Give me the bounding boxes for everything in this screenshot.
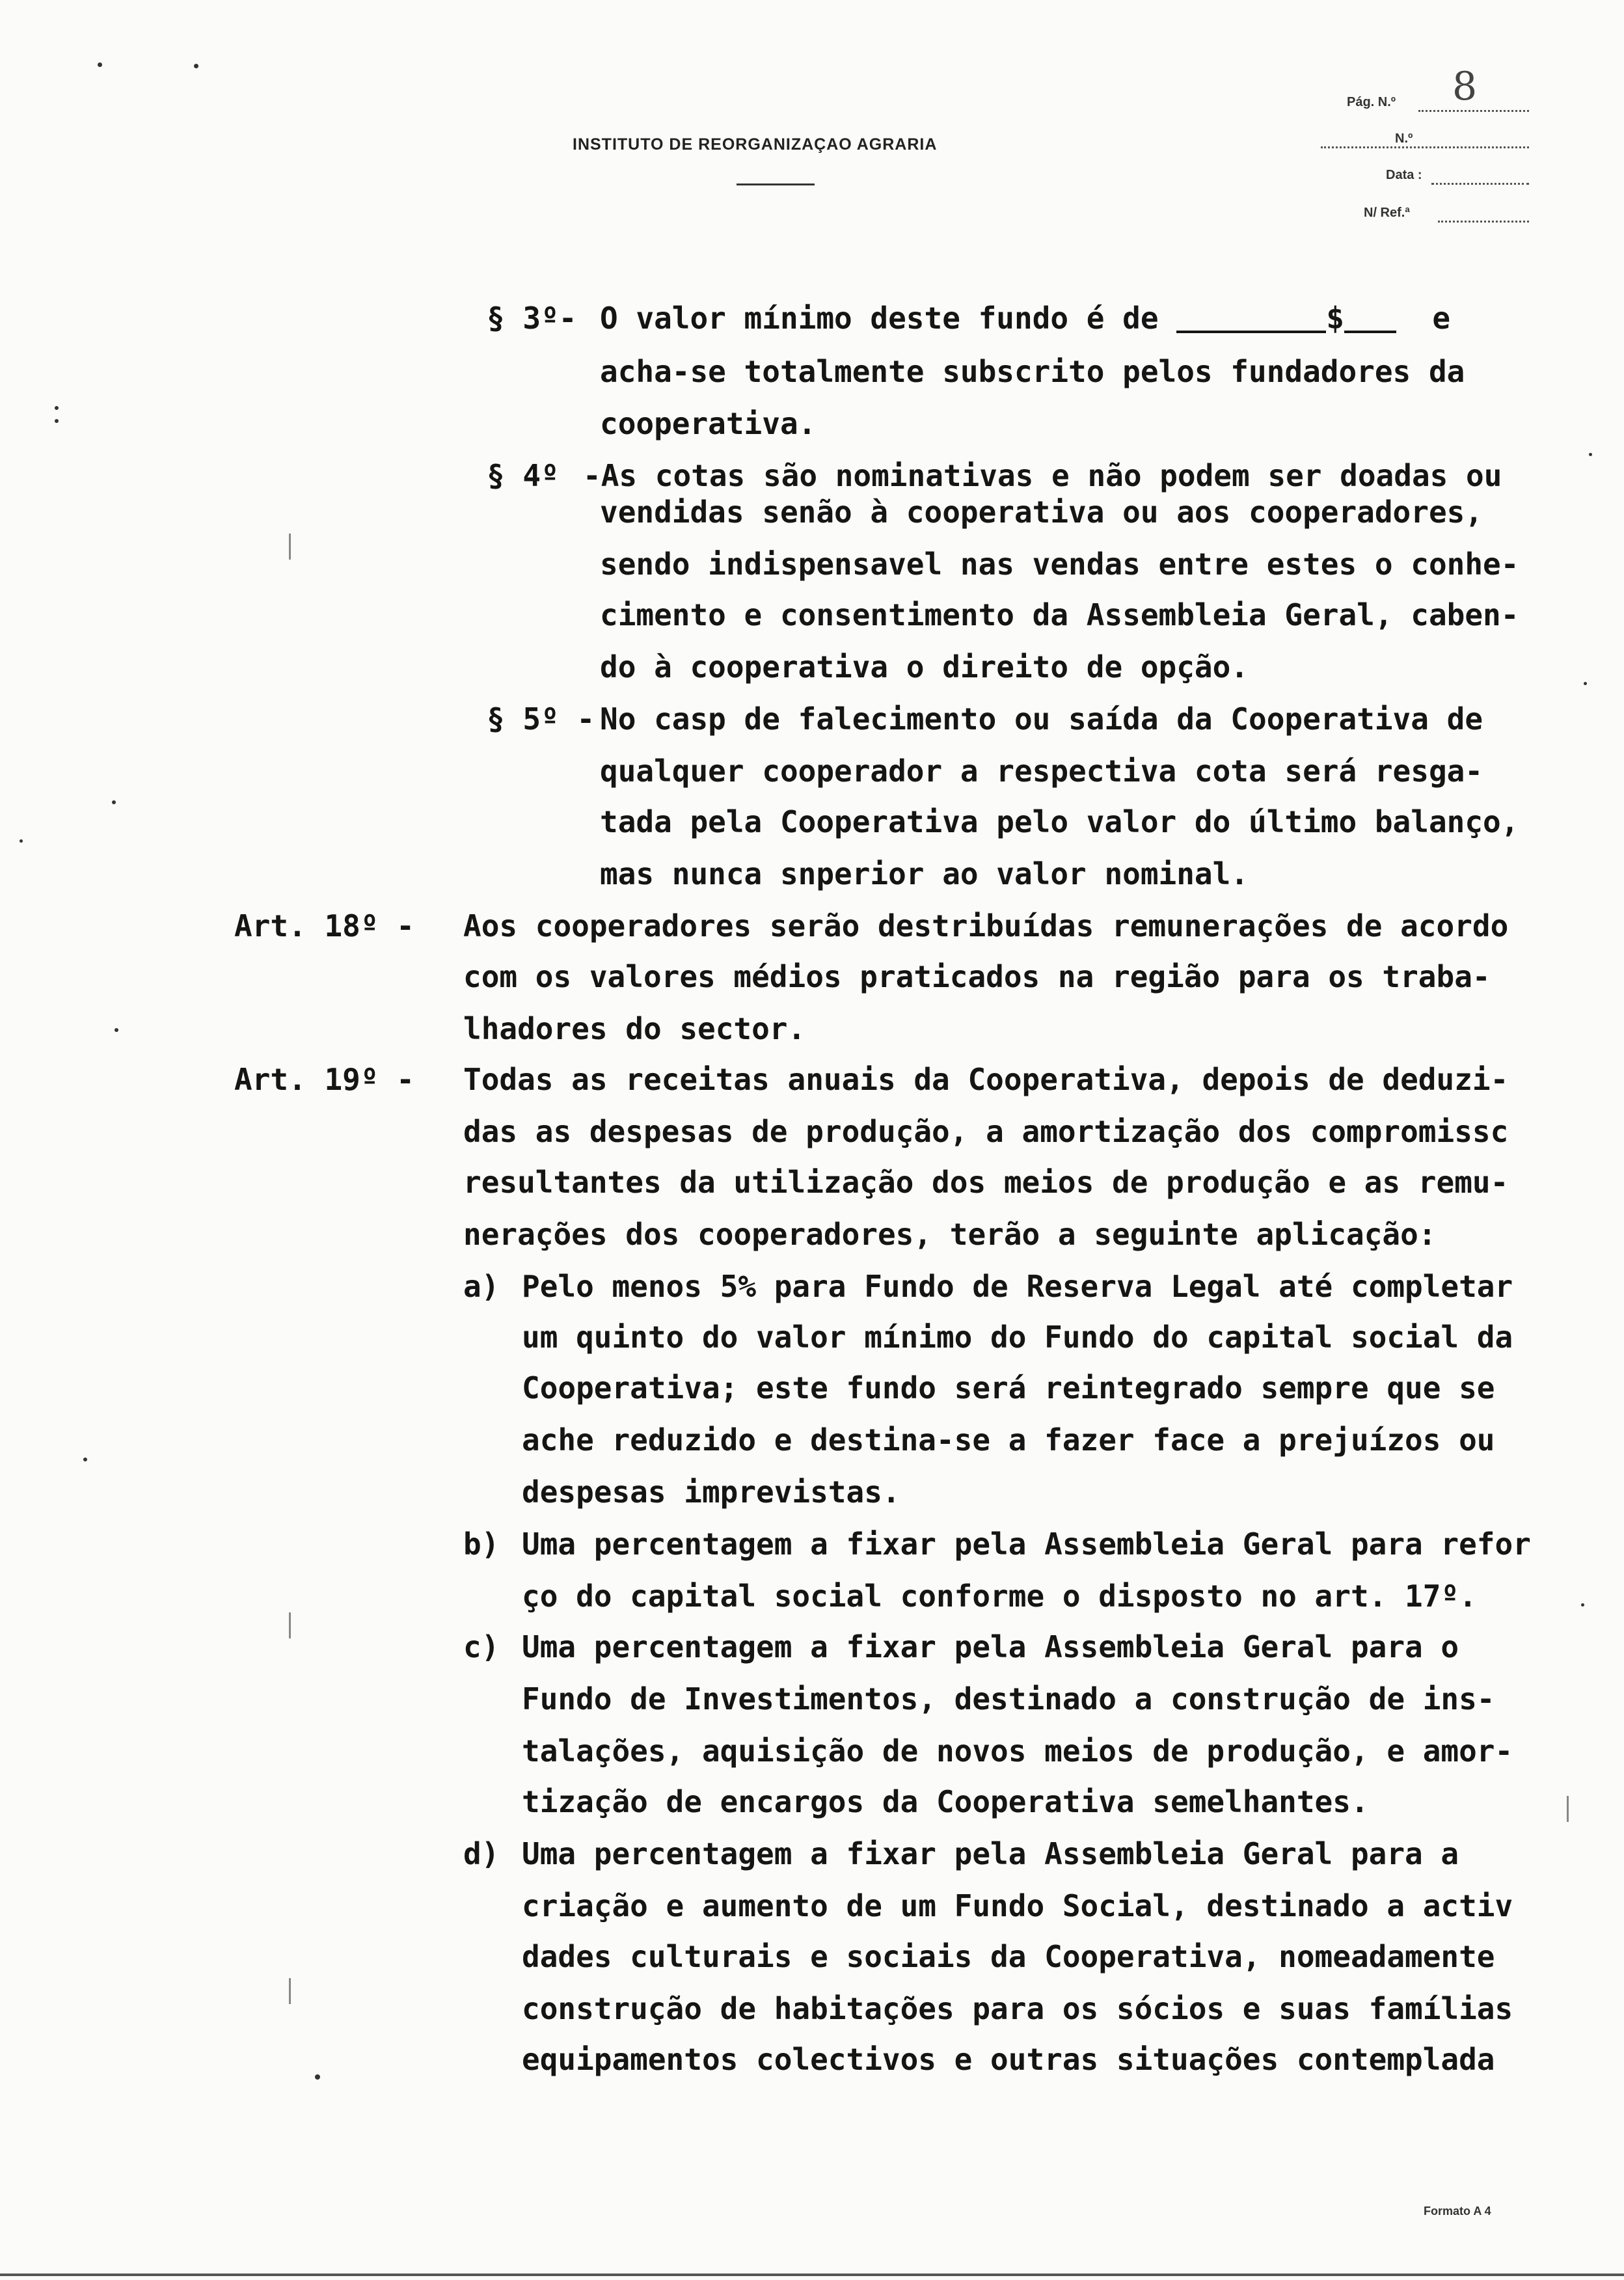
text-line: Aos cooperadores serão destribuídas remunerações de acordo <box>463 908 1509 943</box>
text-line: dades culturais e sociais da Cooperativa, nomeadamente <box>522 1939 1495 1974</box>
text-line: mas nunca snperior ao valor nominal. <box>600 856 1249 891</box>
text-line: -As cotas são nominativas e não podem ser doadas ou <box>583 458 1502 493</box>
text-line: tada pela Cooperativa pelo valor do último balanço, <box>600 804 1519 839</box>
page-number-field <box>1308 64 1529 115</box>
page-number-label: Pág. N.º <box>1347 95 1396 109</box>
date-field <box>1308 164 1529 187</box>
text-line: talações, aquisição de novos meios de produção, e amor- <box>522 1733 1513 1769</box>
text-line: Todas as receitas anuais da Cooperativa, depois de deduzi- <box>463 1062 1509 1097</box>
text-line: tização de encargos da Cooperativa semelhantes. <box>522 1784 1369 1819</box>
item-marker: d) <box>463 1836 500 1871</box>
text-line: Uma percentagem a fixar pela Assembleia Geral para refor <box>522 1527 1531 1562</box>
text-line: com os valores médios praticados na região para os traba- <box>463 959 1491 994</box>
text-line: Pelo menos 5% para Fundo de Reserva Legal até completar <box>522 1269 1513 1304</box>
dotted-line <box>1418 110 1529 112</box>
line-tail: e <box>1432 301 1451 336</box>
text-line: criação e aumento de um Fundo Social, destinado a activ <box>522 1888 1513 1923</box>
dotted-line <box>1321 146 1529 148</box>
institute-title: INSTITUTO DE REORGANIZAÇAO AGRARIA <box>573 135 938 154</box>
scan-speck <box>112 800 116 804</box>
text-line: resultantes da utilização dos meios de produção e as remu- <box>463 1165 1509 1200</box>
text-line: cimento e consentimento da Assembleia Geral, caben- <box>600 597 1519 632</box>
reference-label: N/ Ref.ª <box>1364 206 1410 220</box>
text-line: Fundo de Investimentos, destinado a construção de ins- <box>522 1681 1495 1717</box>
text-line: Cooperativa; este fundo será reintegrado sempre que se <box>522 1370 1495 1405</box>
item-marker: a) <box>463 1269 500 1304</box>
item-marker: c) <box>463 1629 500 1664</box>
scan-speck <box>55 419 59 423</box>
text-line <box>600 301 1451 336</box>
text-line: lhadores do sector. <box>463 1011 806 1046</box>
number-field <box>1308 128 1529 151</box>
title-underline <box>737 183 815 185</box>
dotted-line <box>1438 221 1529 223</box>
text-line: equipamentos colectivos e outras situações contemplada <box>522 2042 1495 2077</box>
text-line: sendo indispensavel nas vendas entre estes o conhe- <box>600 547 1519 582</box>
paper-format-note: Formato A 4 <box>1424 2205 1491 2218</box>
number-label: N.º <box>1392 131 1415 146</box>
text-line: nerações dos cooperadores, terão a seguinte aplicação: <box>463 1217 1437 1252</box>
scan-speck <box>20 839 23 843</box>
scan-speck <box>115 1028 118 1032</box>
text-line: cooperativa. <box>600 406 817 441</box>
currency-sign: $ <box>1326 301 1344 336</box>
blank-field <box>1176 305 1326 333</box>
scan-speck <box>98 62 102 67</box>
scan-speck <box>315 2074 320 2080</box>
scan-speck <box>1584 682 1587 685</box>
text-line: do à cooperativa o direito de opção. <box>600 649 1249 685</box>
text-line: Uma percentagem a fixar pela Assembleia Geral para a <box>522 1836 1459 1871</box>
text-line: qualquer cooperador a respectiva cota será resga- <box>600 753 1483 789</box>
scan-speck <box>83 1458 87 1461</box>
text-line: despesas imprevistas. <box>522 1474 900 1510</box>
text-line: ço do capital social conforme o disposto no art. 17º. <box>522 1579 1477 1614</box>
scan-speck <box>194 64 198 68</box>
scan-speck <box>55 406 59 410</box>
scan-mark <box>289 1612 291 1638</box>
text-line: das as despesas de produção, a amortização dos compromissc <box>463 1114 1509 1149</box>
text-line: acha-se totalmente subscrito pelos fundadores da <box>600 354 1465 389</box>
section-marker: § 4º <box>487 458 559 493</box>
scan-speck <box>1589 453 1592 456</box>
article-label: Art. 18º - <box>234 908 414 943</box>
scan-mark <box>289 1978 291 2004</box>
section-marker: § 5º - <box>487 701 595 737</box>
text-line: vendidas senão à cooperativa ou aos cooperadores, <box>600 495 1483 530</box>
text-line: construção de habitações para os sócios e suas famílias <box>522 1991 1513 2026</box>
scan-mark <box>289 534 291 560</box>
reference-field <box>1308 202 1529 225</box>
text-line: um quinto do valor mínimo do Fundo do capital social da <box>522 1320 1513 1355</box>
text-line: ache reduzido e destina-se a fazer face a prejuízos ou <box>522 1422 1495 1458</box>
dotted-line <box>1431 183 1529 185</box>
section-marker: § 3º- <box>487 301 577 336</box>
scan-mark <box>1567 1796 1569 1822</box>
blank-field <box>1344 305 1396 333</box>
line-text: O valor mínimo deste fundo é de <box>600 301 1159 336</box>
date-label: Data : <box>1386 168 1422 182</box>
scan-bottom-edge <box>0 2273 1624 2276</box>
article-label: Art. 19º - <box>234 1062 414 1097</box>
item-marker: b) <box>463 1527 500 1562</box>
text-line: No casp de falecimento ou saída da Cooperativa de <box>600 701 1483 737</box>
page-number-value: 8 <box>1452 64 1478 109</box>
text-line: Uma percentagem a fixar pela Assembleia Geral para o <box>522 1629 1459 1664</box>
scan-speck <box>1581 1603 1584 1607</box>
